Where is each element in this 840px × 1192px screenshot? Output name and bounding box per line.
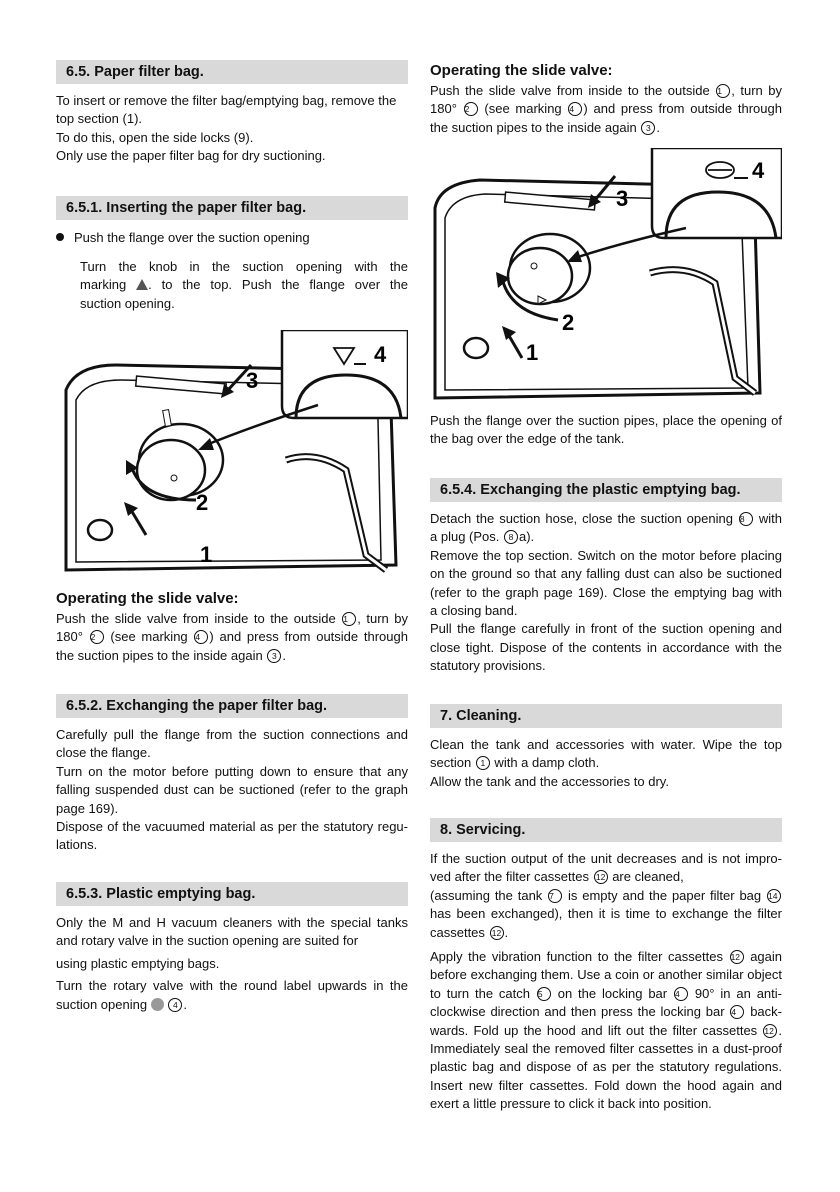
slide-valve-text-right: Push the slide valve from inside to the outside 1 , turn by 180° 2 (see marking 4 ) and press from outside through the suction pipes to the inside again 3 . [430, 83, 783, 135]
section-6-5-heading [56, 60, 408, 84]
section-8-heading: 8. Servicing. [430, 818, 782, 842]
marking-triangle-icon [136, 279, 148, 290]
figure-label-3: 3 [616, 186, 629, 211]
figure-label-4: 4 [374, 342, 387, 367]
slide-valve-heading-left: Operating the slide valve: [56, 590, 239, 607]
section-6-5-2-heading: 6.5.2. Exchanging the paper filter bag. [56, 694, 408, 718]
section-7-heading: 7. Cleaning. [430, 704, 782, 728]
slide-valve-heading-right: Operating the slide valve: [430, 62, 613, 79]
section-6-5-4-heading: 6.5.4. Exchanging the plastic emptying bag. [430, 478, 782, 502]
section-6-5-1-text: Turn the knob in the suction opening with the marking . to the top. Push the flange over the suction opening. [80, 259, 408, 311]
section-6-5-2-text: Carefully pull the flange from the suction connections and close the flange. Turn on the motor before putting down to ensure that any falling suspended dust can be suctioned (refer to the graph page 169). Dispose of the vacuumed material as per the statutory regu- lations. [56, 727, 408, 853]
figure-label-2: 2 [562, 310, 575, 335]
slide-valve-figure-right [430, 148, 782, 404]
slide-valve-figure-left [56, 330, 408, 582]
figure-label-4: 4 [752, 158, 765, 183]
round-label-icon [151, 998, 164, 1011]
bullet-dot-icon [56, 233, 64, 241]
section-6-5-3-heading: 6.5.3. Plastic emptying bag. [56, 882, 408, 906]
bullet-item: Push the flange over the suction opening [56, 230, 310, 245]
section-7-text: Clean the tank and accessories with water. Wipe the top section 1 with a damp cloth. Allow the tank and the accessories to dry. [430, 737, 782, 789]
after-figure-text: Push the flange over the suction pipes, place the opening of the bag over the edge of the tank. [430, 413, 782, 447]
section-6-5-3-text: Only the M and H vacuum cleaners with the special tanks and rotary valve in the suction opening are suited for using plastic emptying bags. Turn the rotary valve with the round label upwards in the suction opening 4 . [56, 915, 408, 1012]
figure-label-1: 1 [200, 542, 213, 567]
section-8-text: If the suction output of the unit decreases and is not impro- ved after the filter cassettes 12 are cleaned, (assuming the tank 7 is empty and the paper filter bag 14 has been exchanged), then it is time to exchange the filter cassettes 12 . Apply the vibration function to the filter cassettes 12 again before exchanging them. Use a coin or another similar object to turn the catch 5 on the locking bar 4 90° in an anti- clockwise direction and then press the locking bar 4 back- wards. Fold up the hood and lift out the filter cassettes 12 . Immediately seal the removed filter cassettes in a dust-proof plastic bag and dispose of as per the statutory regulations. Insert new filter cassettes. Fold down the hood again and exert a little pressure to click it back into position. [430, 851, 783, 1112]
heading-text: 6.5. Paper filter bag. [66, 64, 204, 80]
figure-label-3: 3 [246, 368, 259, 393]
section-6-5-text: To insert or remove the filter bag/emptying bag, remove the top section (1). To do this, open the side locks (9). Only use the paper filter bag for dry suctioning. [56, 93, 397, 164]
section-6-5-4-text: Detach the suction hose, close the suction opening 8 with a plug (Pos. 8 a). Remove the top section. Switch on the motor before placing on the ground so that any falling dust can also be suctioned (refer to the graph page 169). Close the emptying bag with a closing band. Pull the flange carefully in front of the suction opening and close tight. Dispose of the contents in accordance with the statutory provisions. [430, 511, 782, 674]
slide-valve-text-left: Push the slide valve from inside to the outside 1 , turn by 180° 2 (see marking 4 ) and press from outside through the suction pipes to the inside again 3 . [56, 611, 409, 663]
figure-label-1: 1 [526, 340, 539, 365]
figure-label-2: 2 [196, 490, 209, 515]
section-6-5-1-heading: 6.5.1. Inserting the paper filter bag. [56, 196, 408, 220]
